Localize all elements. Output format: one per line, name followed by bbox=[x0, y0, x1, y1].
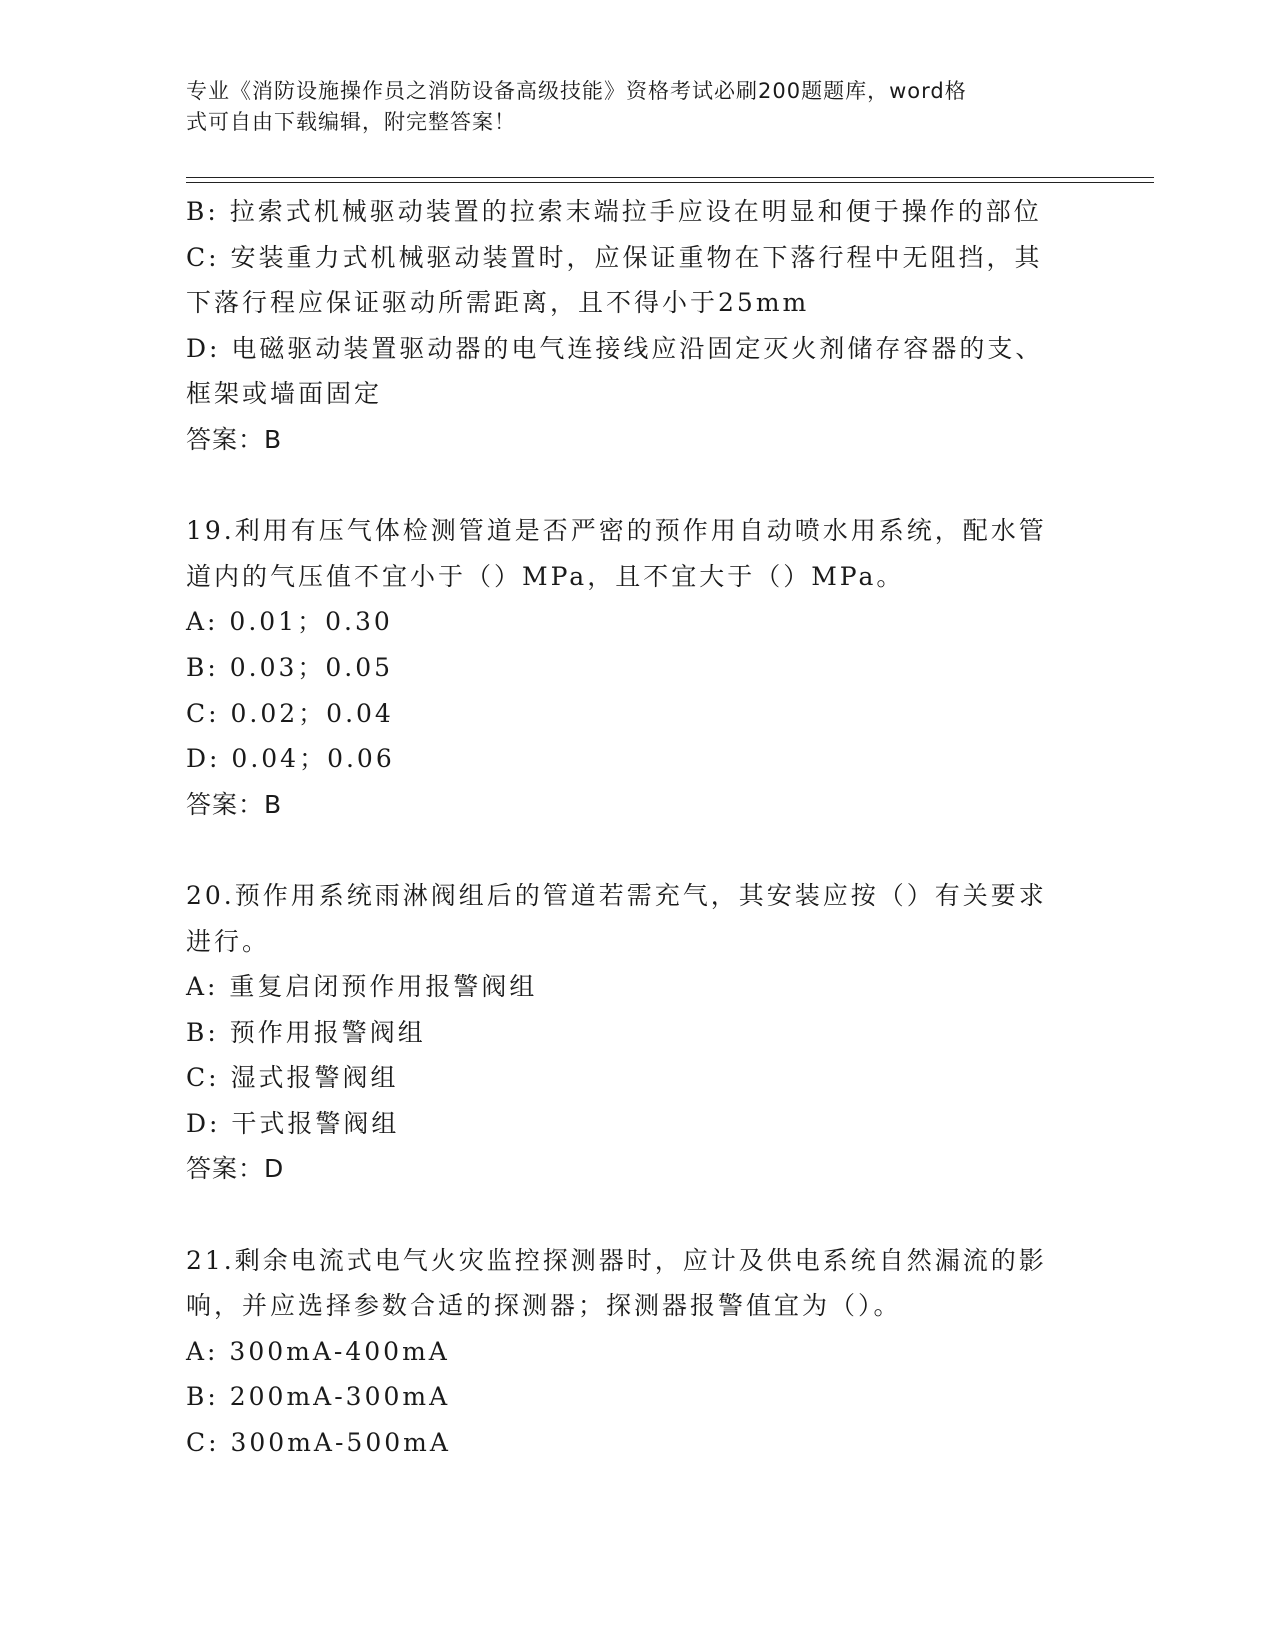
q19-stem-line-2: 道内的气压值不宜小于（）MPa，且不宜大于（）MPa。 bbox=[186, 561, 905, 591]
q20-stem-line-2: 进行。 bbox=[186, 926, 271, 956]
q18-option-c-line-2: 下落行程应保证驱动所需距离，且不得小于25mm bbox=[186, 288, 810, 318]
q20-stem-line-1: 20.预作用系统雨淋阀组后的管道若需充气，其安装应按（）有关要求 bbox=[186, 880, 1047, 910]
q19-stem-line-1: 19.利用有压气体检测管道是否严密的预作用自动喷水用系统，配水管 bbox=[186, 516, 1047, 546]
q18-option-c-line-1: C: 安装重力式机械驱动装置时，应保证重物在下落行程中无阻挡，其 bbox=[186, 242, 1043, 272]
spacer bbox=[186, 1192, 1086, 1238]
question-content bbox=[186, 189, 1086, 1466]
q21-option-c: C: 300mA-500mA bbox=[186, 1428, 451, 1458]
q18-option-b: B: 拉索式机械驱动装置的拉索末端拉手应设在明显和便于操作的部位 bbox=[186, 197, 1042, 226]
question-18-block bbox=[186, 189, 1086, 463]
q19-option-c: C: 0.02；0.04 bbox=[186, 698, 394, 728]
question-20-block bbox=[186, 873, 1086, 1192]
q18-answer: 答案：B bbox=[186, 424, 283, 454]
q21-stem-line-2: 响，并应选择参数合适的探测器；探测器报警值宜为（）。 bbox=[186, 1291, 902, 1321]
question-21-block bbox=[186, 1238, 1086, 1466]
q20-option-a: A: 重复启闭预作用报警阀组 bbox=[186, 972, 538, 1002]
q19-answer: 答案：B bbox=[186, 789, 283, 819]
header-line-2: 式可自由下载编辑，附完整答案！ bbox=[186, 110, 516, 134]
q21-option-a: A: 300mA-400mA bbox=[186, 1336, 450, 1366]
q21-stem-line-1: 21.剩余电流式电气火灾监控探测器时，应计及供电系统自然漏流的影 bbox=[186, 1245, 1047, 1275]
q20-option-d: D: 干式报警阀组 bbox=[186, 1108, 400, 1138]
q19-option-b: B: 0.03；0.05 bbox=[186, 652, 394, 682]
q20-answer: 答案：D bbox=[186, 1154, 285, 1184]
spacer bbox=[186, 463, 1086, 509]
header-divider-top bbox=[186, 177, 1154, 178]
q18-option-d-line-2: 框架或墙面固定 bbox=[186, 379, 383, 409]
spacer bbox=[186, 827, 1086, 873]
q18-option-d-line-1: D: 电磁驱动装置驱动器的电气连接线应沿固定灭火剂储存容器的支、 bbox=[186, 333, 1044, 363]
header-line-1: 专业《消防设施操作员之消防设备高级技能》资格考试必刷200题题库，word格 bbox=[186, 79, 967, 103]
q21-option-b: B: 200mA-300mA bbox=[186, 1382, 451, 1412]
document-header bbox=[186, 76, 1066, 138]
q19-option-a: A: 0.01；0.30 bbox=[186, 607, 393, 637]
question-19-block bbox=[186, 508, 1086, 827]
q20-option-b: B: 预作用报警阀组 bbox=[186, 1017, 426, 1047]
header-divider-bottom bbox=[186, 182, 1154, 183]
q20-option-c: C: 湿式报警阀组 bbox=[186, 1063, 399, 1093]
q19-option-d: D: 0.04；0.06 bbox=[186, 744, 395, 774]
